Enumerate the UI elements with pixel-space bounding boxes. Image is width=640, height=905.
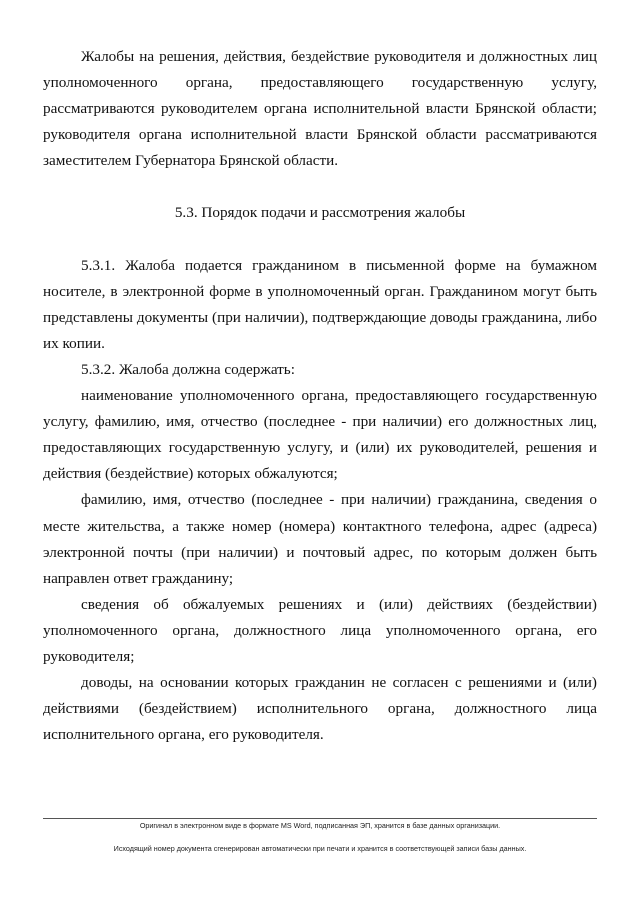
- complaint-item-decisions: сведения об обжалуемых решениях и (или) действиях (бездействии) уполномоченного органа, должностного лица уполномоченного органа, его руководителя;: [43, 595, 597, 665]
- complaint-item-organ-name: наименование уполномоченного органа, предоставляющего государственную услугу, фамилию, имя, отчество (последнее - при наличии) его должностных лиц, предоставляющих государственную услугу, и (или) их руководителей, решения и действия (бездействие) которых обжалуются;: [43, 387, 597, 483]
- complaint-review-paragraph: Жалобы на решения, действия, бездействие руководителя и должностных лиц уполномоченного органа, предоставляющего государственную услугу, рассматриваются руководителем органа исполнительной власти Брянской области; руководителя органа исполнительной власти Брянской области рассматриваются заместителем Губернатора Брянской области.: [43, 48, 597, 170]
- footer-number-note: Исходящий номер документа сгенерирован автоматически при печати и хранится в соответствующей записи базы данных.: [113, 844, 527, 853]
- document-body: [43, 44, 597, 748]
- footer-divider: [43, 818, 597, 819]
- section-heading: 5.3. Порядок подачи и рассмотрения жалобы: [174, 204, 466, 222]
- footer-original-note: Оригинал в электронном виде в формате MS Word, подписанная ЭП, хранится в базе данных организации.: [139, 821, 501, 830]
- clause-5-3-2: 5.3.2. Жалоба должна содержать:: [81, 360, 295, 378]
- complaint-item-arguments: доводы, на основании которых гражданин не согласен с решениями и (или) действиями (бездействием) исполнительного органа, должностного лица исполнительного органа, его руководителя.: [43, 674, 597, 744]
- complaint-item-citizen-info: фамилию, имя, отчество (последнее - при наличии) гражданина, сведения о месте жительства, а также номер (номера) контактного телефона, адрес (адреса) электронной почты (при наличии) и почтовый адрес, по которым должен быть направлен ответ гражданину;: [43, 491, 597, 587]
- clause-5-3-1: 5.3.1. Жалоба подается гражданином в письменной форме на бумажном носителе, в электронной форме в уполномоченный орган. Гражданином могут быть представлены документы (при наличии), подтверждающие доводы гражданина, либо их копии.: [43, 256, 597, 352]
